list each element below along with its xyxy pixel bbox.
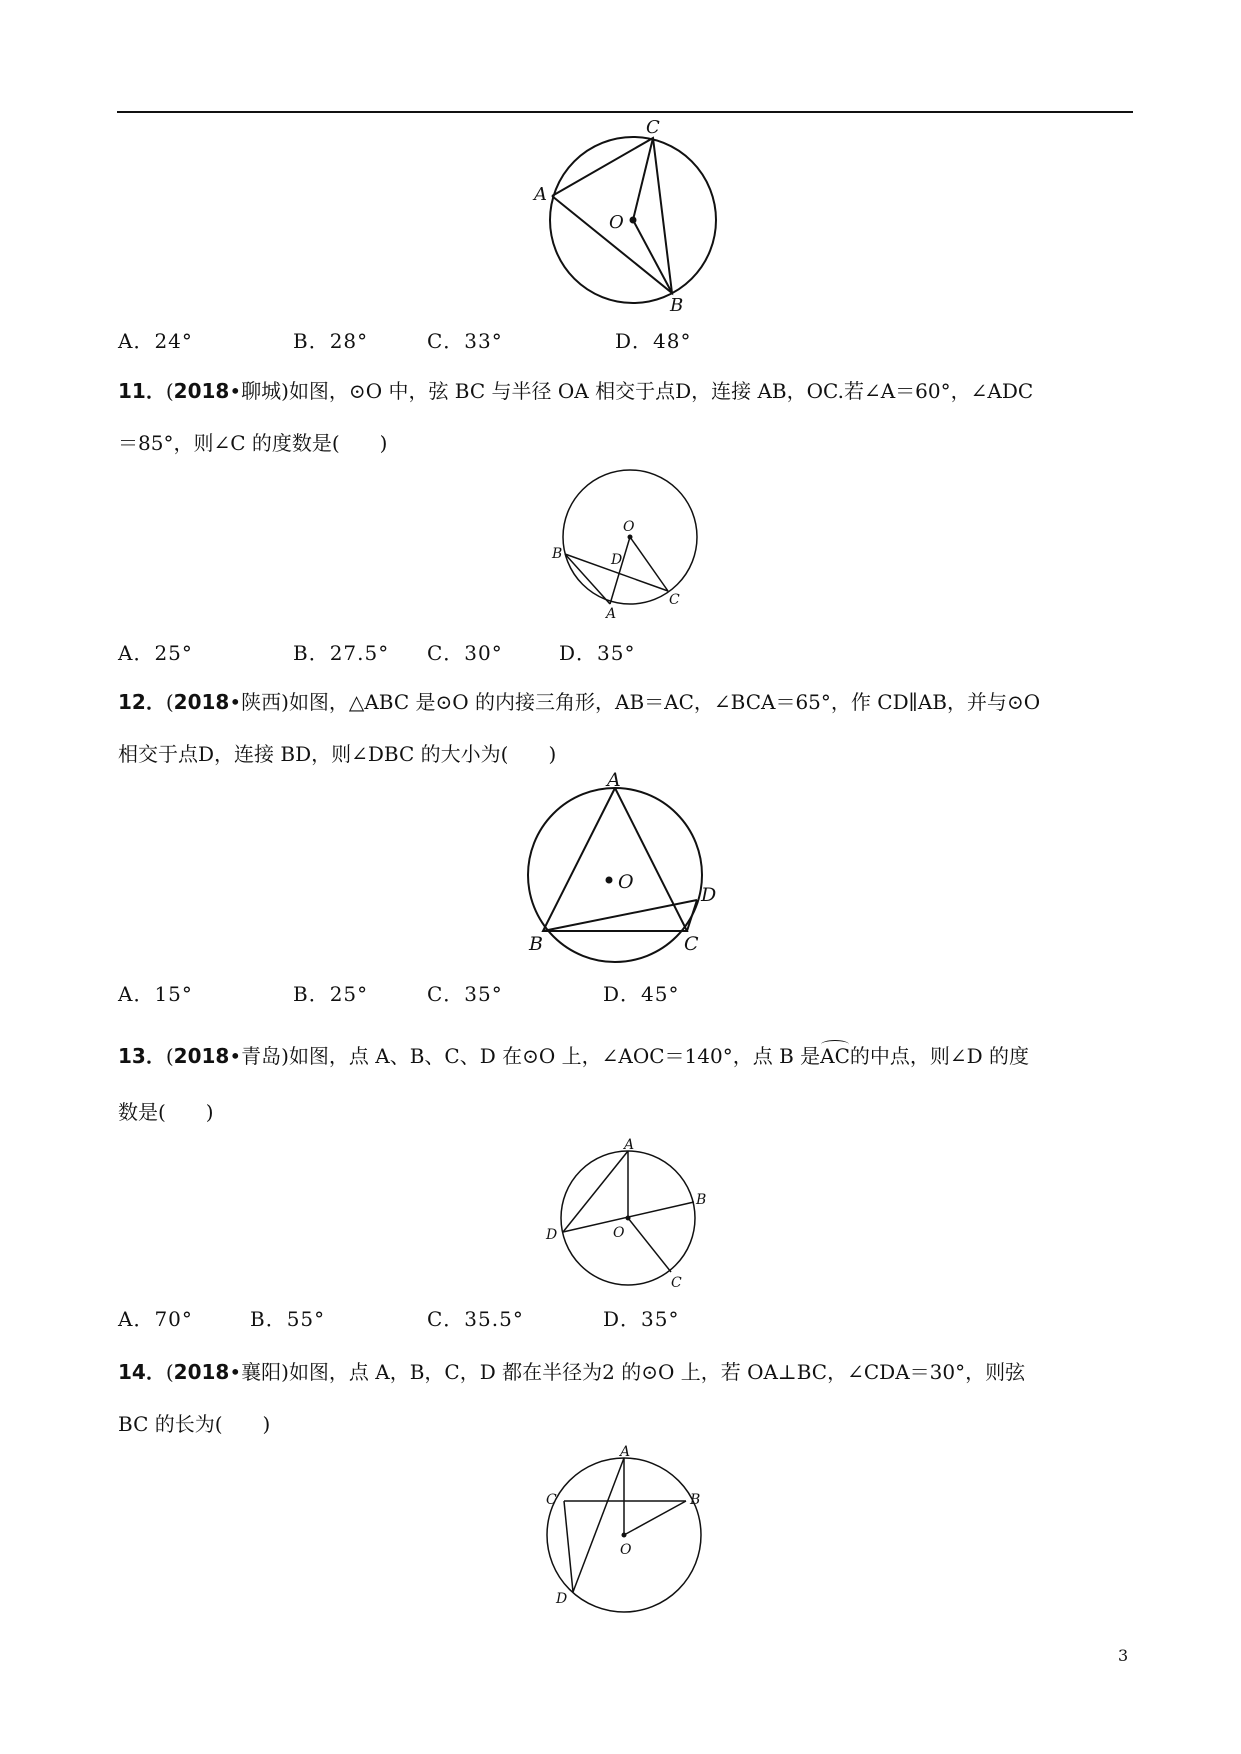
figure-q13 <box>540 1137 710 1292</box>
question-line <box>118 686 1040 715</box>
question-number: 13． <box>118 1044 166 1068</box>
center-dot <box>606 877 613 884</box>
label-b: B <box>529 933 543 955</box>
center-dot <box>626 1216 631 1221</box>
choice-b[interactable]: B．28° <box>293 329 369 353</box>
source-year: 2018 <box>173 379 230 403</box>
question-text: 如图，点 A、B、C、D 在⊙O 上，∠AOC＝140°，点 B 是 <box>288 1044 821 1068</box>
label-d: D <box>546 1227 558 1243</box>
segment-oc <box>630 537 668 591</box>
page-number: 3 <box>1118 1646 1129 1665</box>
source-region: •聊城) <box>229 379 289 403</box>
question-text: BC 的长为( ) <box>118 1412 271 1436</box>
question-number: 12． <box>118 690 166 714</box>
segment-oc <box>628 1218 671 1272</box>
triangle-abc <box>543 788 687 931</box>
label-o: O <box>618 871 634 893</box>
question-line <box>118 1356 1025 1385</box>
question-line <box>118 1096 214 1125</box>
center-dot <box>622 1533 627 1538</box>
label-o: O <box>623 519 635 535</box>
figure-q12 <box>520 770 730 975</box>
arc-ac: AC <box>820 1044 850 1068</box>
choice-c[interactable]: C．35° <box>427 982 503 1006</box>
source-region: •青岛) <box>229 1044 289 1068</box>
question-text: 如图，点 A，B，C，D 都在半径为2 的⊙O 上，若 OA⊥BC，∠CDA＝30°，则弦 <box>288 1360 1026 1384</box>
choice-b[interactable]: B．55° <box>250 1307 326 1331</box>
choice-d[interactable]: D．35° <box>559 641 636 665</box>
choice-d[interactable]: D．45° <box>603 982 680 1006</box>
center-dot <box>628 535 633 540</box>
label-b: B <box>552 546 563 562</box>
center-dot <box>630 217 637 224</box>
label-d: D <box>701 884 717 906</box>
segment-cd <box>564 1501 573 1592</box>
label-c: C <box>684 933 699 955</box>
segment-da <box>573 1458 624 1592</box>
question-number: 14． <box>118 1360 166 1384</box>
label-c: C <box>546 1492 557 1508</box>
figure-q10 <box>520 116 730 316</box>
question-text: 如图，⊙O 中，弦 BC 与半径 OA 相交于点D，连接 AB，OC.若∠A＝60°，∠ADC <box>288 379 1034 403</box>
label-o: O <box>620 1542 632 1558</box>
choice-d[interactable]: D．48° <box>615 329 692 353</box>
source-open: ( <box>165 1360 174 1384</box>
label-a: A <box>534 184 547 205</box>
question-text: ＝85°，则∠C 的度数是( ) <box>118 431 388 455</box>
segment-ob <box>633 220 672 293</box>
label-c: C <box>646 117 660 138</box>
choice-a[interactable]: A．70° <box>118 1307 193 1331</box>
question-text: 数是( ) <box>118 1100 214 1124</box>
header-rule <box>117 111 1133 113</box>
question-text: 相交于点D，连接 BD，则∠DBC 的大小为( ) <box>118 742 557 766</box>
question-line <box>118 1040 1029 1069</box>
label-a: A <box>606 606 617 622</box>
choice-d[interactable]: D．35° <box>603 1307 680 1331</box>
choice-c[interactable]: C．33° <box>427 329 503 353</box>
label-d: D <box>556 1591 568 1607</box>
choice-a[interactable]: A．24° <box>118 329 193 353</box>
label-b: B <box>670 295 684 316</box>
label-a: A <box>624 1137 635 1153</box>
choice-b[interactable]: B．27.5° <box>293 641 390 665</box>
question-line <box>118 427 387 456</box>
segment-oc <box>633 138 653 220</box>
segment-cd <box>687 900 697 931</box>
source-region: •陕西) <box>229 690 289 714</box>
segment-bd <box>543 900 697 931</box>
choice-b[interactable]: B．25° <box>293 982 369 1006</box>
label-c: C <box>669 592 680 608</box>
figure-q11 <box>548 472 698 622</box>
source-year: 2018 <box>173 1360 230 1384</box>
label-o: O <box>609 212 624 233</box>
choice-a[interactable]: A．25° <box>118 641 193 665</box>
source-open: ( <box>165 690 174 714</box>
source-year: 2018 <box>173 1044 230 1068</box>
segment-ob <box>624 1501 686 1535</box>
label-a: A <box>620 1444 631 1460</box>
label-a: A <box>607 769 621 791</box>
label-b: B <box>690 1492 701 1508</box>
label-d: D <box>611 552 623 568</box>
choice-c[interactable]: C．35.5° <box>427 1307 524 1331</box>
source-year: 2018 <box>173 690 230 714</box>
question-line <box>118 375 1033 404</box>
label-c: C <box>671 1275 682 1291</box>
label-b: B <box>696 1192 707 1208</box>
circle <box>528 788 702 962</box>
source-region: •襄阳) <box>229 1360 289 1384</box>
label-o: O <box>613 1225 625 1241</box>
question-line <box>118 1408 270 1437</box>
question-text: 的中点，则∠D 的度 <box>849 1044 1030 1068</box>
choice-a[interactable]: A．15° <box>118 982 193 1006</box>
choice-c[interactable]: C．30° <box>427 641 503 665</box>
question-line <box>118 738 556 767</box>
source-open: ( <box>165 379 174 403</box>
source-open: ( <box>165 1044 174 1068</box>
figure-q14 <box>540 1444 710 1614</box>
question-text: 如图，△ABC 是⊙O 的内接三角形，AB＝AC，∠BCA＝65°，作 CD∥AB，并与⊙O <box>288 690 1041 714</box>
question-number: 11． <box>118 379 166 403</box>
